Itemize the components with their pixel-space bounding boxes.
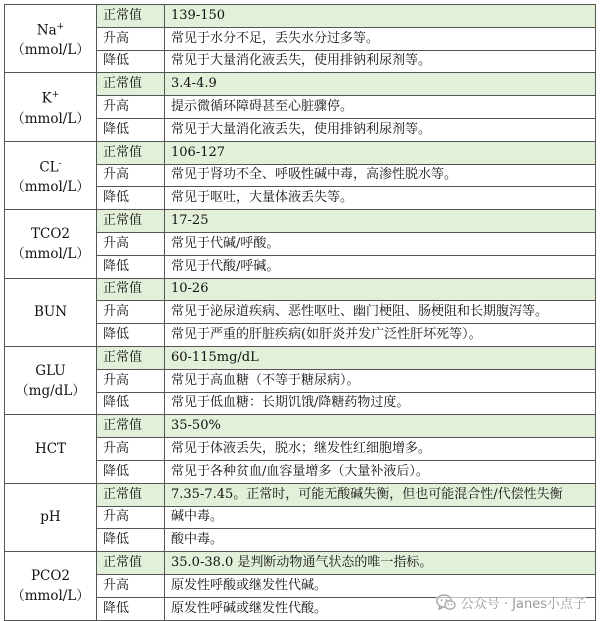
- low-value: 常见于代酸/呼碱。: [165, 255, 596, 278]
- low-value: 原发性呼碱或继发性代酸。: [165, 597, 596, 620]
- param-name: [5, 154, 96, 178]
- watermark: [436, 593, 586, 612]
- normal-value: 35-50%: [165, 415, 596, 438]
- param-name-text: BUN: [33, 304, 68, 321]
- param-name: [5, 17, 96, 41]
- table-row-pco2-normal: [5, 552, 596, 575]
- low-value: 常见于严重的肝脏疾病(如肝炎并发广泛性肝坏死等）。: [165, 324, 596, 347]
- param-name: [5, 85, 96, 109]
- watermark-text: 公众号 · Janes小点子: [460, 597, 586, 612]
- param-unit: （mg/dL）: [15, 382, 86, 399]
- high-label: 升高: [97, 438, 165, 461]
- param-name: [5, 361, 96, 381]
- normal-label: 正常值: [97, 5, 165, 28]
- low-label: 降低: [97, 118, 165, 141]
- high-label: 升高: [97, 232, 165, 255]
- table-row-glu-normal: [5, 346, 596, 369]
- high-value: 常见于泌尿道疾病、恶性呕吐、幽门梗阻、肠梗阻和长期腹泻等。: [165, 301, 596, 324]
- normal-value: 10-26: [165, 278, 596, 301]
- table-row-k-normal: [5, 73, 596, 96]
- param-cell: [5, 552, 97, 620]
- normal-label: 正常值: [97, 73, 165, 96]
- normal-label: 正常值: [97, 278, 165, 301]
- normal-value: 139-150: [165, 5, 596, 28]
- param-name: [5, 566, 96, 586]
- table-body: [5, 5, 596, 621]
- table-row-na-normal: [5, 5, 596, 28]
- param-cell: [5, 483, 97, 551]
- high-value: 提示微循环障碍甚至心脏骤停。: [165, 96, 596, 119]
- low-value: 常见于大量消化液丢失，使用排钠利尿剂等。: [165, 118, 596, 141]
- table-row-hct-normal: [5, 415, 596, 438]
- param-charge-superscript: -: [58, 158, 62, 169]
- table-row-ph-normal: [5, 483, 596, 506]
- low-label: 降低: [97, 460, 165, 483]
- normal-label: 正常值: [97, 415, 165, 438]
- normal-value: 35.0-38.0 是判断动物通气状态的唯一指标。: [165, 552, 596, 575]
- high-value: 常见于代碱/呼酸。: [165, 232, 596, 255]
- normal-label: 正常值: [97, 210, 165, 233]
- param-unit: （mmol/L）: [11, 42, 90, 59]
- table-row-cl-normal: [5, 141, 596, 164]
- param-name-text: CL: [39, 159, 59, 176]
- param-unit: （mmol/L）: [11, 179, 90, 196]
- param-name-text: GLU: [35, 362, 66, 379]
- param-name: [5, 507, 96, 527]
- param-name: [5, 302, 96, 322]
- low-label: 降低: [97, 255, 165, 278]
- low-value: 常见于低血糖：长期饥饿/降糖药物过度。: [165, 392, 596, 415]
- high-value: 常见于高血糖（不等于糖尿病）。: [165, 369, 596, 392]
- low-value: 常见于大量消化液丢失，使用排钠利尿剂等。: [165, 50, 596, 73]
- low-label: 降低: [97, 597, 165, 620]
- low-label: 降低: [97, 324, 165, 347]
- normal-label: 正常值: [97, 346, 165, 369]
- normal-value: 60-115mg/dL: [165, 346, 596, 369]
- low-label: 降低: [97, 392, 165, 415]
- high-value: 碱中毒。: [165, 506, 596, 529]
- param-name: [5, 439, 96, 459]
- param-unit: （mmol/L）: [11, 110, 90, 127]
- param-cell: [5, 73, 97, 141]
- lab-reference-table: [4, 4, 596, 621]
- table-row-tco2-normal: [5, 210, 596, 233]
- normal-label: 正常值: [97, 552, 165, 575]
- high-value: 常见于肾功不全、呼吸性碱中毒，高渗性脱水等。: [165, 164, 596, 187]
- param-name-text: Na: [36, 22, 57, 39]
- normal-label: 正常值: [97, 141, 165, 164]
- high-label: 升高: [97, 164, 165, 187]
- table-row-bun-normal: [5, 278, 596, 301]
- param-charge-superscript: +: [51, 90, 60, 101]
- param-charge-superscript: +: [56, 21, 65, 32]
- normal-value: 17-25: [165, 210, 596, 233]
- normal-value: 3.4-4.9: [165, 73, 596, 96]
- high-label: 升高: [97, 96, 165, 119]
- param-unit: （mmol/L）: [11, 245, 90, 262]
- param-name-text: HCT: [34, 441, 67, 458]
- param-cell: [5, 415, 97, 483]
- param-name-text: K: [41, 90, 52, 107]
- low-label: 降低: [97, 187, 165, 210]
- high-value: 原发性呼酸或继发性代碱。: [165, 574, 596, 597]
- wechat-icon: [436, 594, 456, 611]
- high-value: 常见于体液丢失，脱水；继发性红细胞增多。: [165, 438, 596, 461]
- normal-value: 7.35-7.45。正常时，可能无酸碱失衡，但也可能混合性/代偿性失衡: [165, 483, 596, 506]
- high-value: 常见于水分不足，丢失水分过多等。: [165, 27, 596, 50]
- param-name-text: pH: [40, 509, 61, 526]
- param-unit: （mmol/L）: [11, 587, 90, 604]
- high-label: 升高: [97, 27, 165, 50]
- normal-value: 106-127: [165, 141, 596, 164]
- param-cell: [5, 210, 97, 278]
- high-label: 升高: [97, 301, 165, 324]
- normal-label: 正常值: [97, 483, 165, 506]
- high-label: 升高: [97, 574, 165, 597]
- param-name-text: PCO2: [30, 567, 71, 584]
- low-label: 降低: [97, 529, 165, 552]
- low-value: 常见于呕吐，大量体液丢失等。: [165, 187, 596, 210]
- param-cell: [5, 5, 97, 73]
- low-value: 常见于各种贫血/血容量增多（大量补液后）。: [165, 460, 596, 483]
- param-name-text: TCO2: [31, 225, 70, 242]
- high-label: 升高: [97, 506, 165, 529]
- param-cell: [5, 141, 97, 209]
- high-label: 升高: [97, 369, 165, 392]
- param-cell: [5, 278, 97, 346]
- param-name: [5, 224, 96, 244]
- param-cell: [5, 346, 97, 414]
- low-label: 降低: [97, 50, 165, 73]
- low-value: 酸中毒。: [165, 529, 596, 552]
